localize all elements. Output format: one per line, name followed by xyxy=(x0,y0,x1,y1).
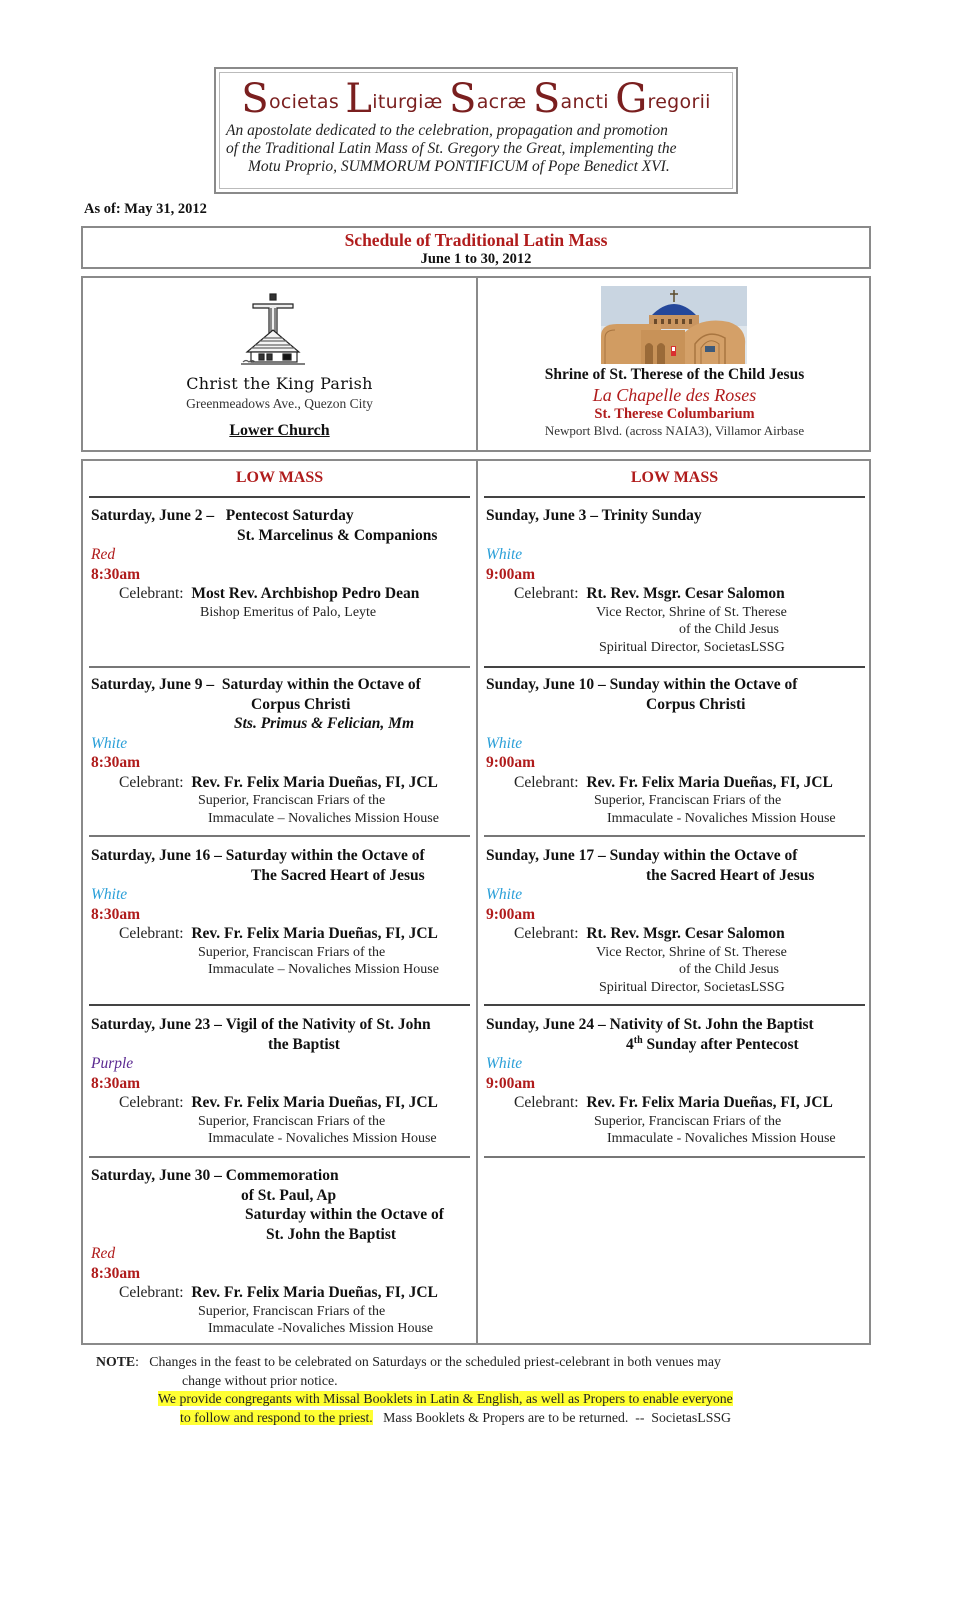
entry-date: Saturday, June 30 – xyxy=(91,1167,222,1184)
celebrant-role: Vice Rector, Shrine of St. Therese xyxy=(596,604,787,620)
vestment-color: Purple xyxy=(91,1055,134,1072)
entry-feast-cont: the Baptist xyxy=(268,1035,340,1053)
mass-time: 8:30am xyxy=(91,565,141,583)
entry-date-feast xyxy=(486,675,867,695)
entry-date-feast xyxy=(91,675,472,695)
schedule-entry xyxy=(91,506,472,621)
vestment-color: Red xyxy=(91,1245,116,1262)
schedule-table xyxy=(81,459,871,1345)
entry-date-feast xyxy=(91,506,472,526)
venue-address: Newport Blvd. (across NAIA3), Villamor Airbase xyxy=(544,423,805,438)
entry-date-feast xyxy=(486,506,867,526)
schedule-entry xyxy=(486,846,867,996)
celebrant-label: Celebrant: xyxy=(119,585,184,602)
entry-date: Sunday, June 10 – xyxy=(486,676,606,693)
celebrant-label: Celebrant: xyxy=(119,1094,184,1111)
celebrant-role: Superior, Franciscan Friars of the xyxy=(198,1303,386,1319)
celebrant-role: Spiritual Director, SocietasLSSG xyxy=(599,639,785,655)
venue-christ-the-king xyxy=(83,278,476,450)
mission-line: An apostolate dedicated to the celebration, propagation and promotion xyxy=(226,122,668,139)
word-rest: regorii xyxy=(647,91,711,113)
celebrant-name: Rev. Fr. Felix Maria Dueñas, FI, JCL xyxy=(191,925,438,942)
entry-date: Sunday, June 3 – xyxy=(486,507,598,524)
entry-date: Saturday, June 2 – xyxy=(91,507,215,524)
entry-feast: Trinity Sunday xyxy=(601,507,702,524)
venue-location: Lower Church xyxy=(229,422,330,439)
venue-name: Shrine of St. Therese of the Child Jesus xyxy=(544,366,805,383)
entry-date: Sunday, June 24 – xyxy=(486,1016,606,1033)
mass-time: 8:30am xyxy=(91,754,141,771)
entry-date-feast xyxy=(91,1166,472,1186)
entry-feast-cont: Saturday within the Octave of xyxy=(245,1206,444,1223)
mass-time: 8:30am xyxy=(91,905,141,923)
celebrant xyxy=(91,1283,472,1303)
celebrant-name: Rt. Rev. Msgr. Cesar Salomon xyxy=(586,925,785,942)
mission-line: of the Traditional Latin Mass of St. Gregory the Great, implementing the xyxy=(226,140,677,157)
highlighted-text: We provide congregants with Missal Booklets in Latin & English, as well as Propers to enable everyone xyxy=(158,1391,733,1406)
schedule-title: Schedule of Traditional Latin Mass xyxy=(344,230,608,250)
entry-date: Saturday, June 9 – xyxy=(91,676,215,693)
entry-feast-cont: St. Marcelinus & Companions xyxy=(237,526,438,544)
celebrant-role: Immaculate – Novaliches Mission House xyxy=(208,810,439,826)
entry-feast-cont: The Sacred Heart of Jesus xyxy=(251,866,425,884)
entry-feast: Saturday within the Octave of xyxy=(221,676,421,693)
entry-feast-cont: St. John the Baptist xyxy=(266,1225,397,1243)
entry-feast: Saturday within the Octave of xyxy=(225,847,425,864)
row-divider xyxy=(484,496,865,498)
celebrant-role: Immaculate - Novaliches Mission House xyxy=(208,1131,437,1146)
celebrant xyxy=(91,584,472,604)
ordinal-rest: Sunday after Pentecost xyxy=(642,1035,799,1053)
word-rest: acræ xyxy=(476,91,527,113)
row-divider xyxy=(89,496,470,498)
schedule-column-christ-the-king xyxy=(83,461,476,1343)
row-divider xyxy=(484,1156,865,1158)
entry-date-feast xyxy=(91,846,472,866)
row-divider xyxy=(484,1004,865,1006)
entry-feast-cont: of St. Paul, Ap xyxy=(241,1186,337,1204)
mass-time: 9:00am xyxy=(486,754,536,771)
celebrant-name: Rev. Fr. Felix Maria Dueñas, FI, JCL xyxy=(586,1094,833,1111)
entry-feast-cont: Corpus Christi xyxy=(251,695,351,713)
vestment-color: White xyxy=(91,886,128,903)
celebrant-role: Superior, Franciscan Friars of the xyxy=(198,944,386,960)
celebrant xyxy=(91,1093,472,1113)
celebrant xyxy=(91,924,472,944)
celebrant-role: Superior, Franciscan Friars of the xyxy=(198,1113,386,1129)
celebrant-label: Celebrant: xyxy=(514,1094,579,1111)
entry-feast-cont: the Sacred Heart of Jesus xyxy=(646,866,815,884)
schedule-entry xyxy=(486,1015,867,1148)
celebrant-role: Immaculate - Novaliches Mission House xyxy=(607,810,836,826)
entry-date-feast xyxy=(91,1015,472,1035)
row-divider xyxy=(484,666,865,668)
initial-l: L xyxy=(345,76,373,122)
schedule-title-box xyxy=(81,226,871,269)
celebrant-label: Celebrant: xyxy=(514,585,579,602)
mass-time: 8:30am xyxy=(91,1074,141,1092)
venue-subtitle: La Chapelle des Roses xyxy=(592,385,757,405)
word-rest: iturgiæ xyxy=(372,91,443,113)
mass-time: 9:00am xyxy=(486,905,536,923)
vestment-color: White xyxy=(486,886,523,903)
celebrant-label: Celebrant: xyxy=(119,773,184,791)
note-line: NOTE: Changes in the feast to be celebrated on Saturdays or the scheduled priest-celebrant in both venues may xyxy=(96,1354,721,1369)
mass-time: 9:00am xyxy=(486,565,536,583)
celebrant-label: Celebrant: xyxy=(514,925,579,942)
celebrant-role: of the Child Jesus xyxy=(679,622,779,637)
celebrant-name: Rev. Fr. Felix Maria Dueñas, FI, JCL xyxy=(191,1094,438,1111)
organization-name xyxy=(222,76,730,122)
venue-shrine-st-therese xyxy=(478,278,871,450)
mass-time: 8:30am xyxy=(91,1264,141,1282)
entry-feast: Sunday within the Octave of xyxy=(609,676,798,693)
initial-s: S xyxy=(532,76,561,122)
celebrant-role: of the Child Jesus xyxy=(679,962,779,977)
venues-box xyxy=(81,276,871,452)
celebrant xyxy=(486,584,867,604)
celebrant-role: Bishop Emeritus of Palo, Leyte xyxy=(200,604,377,620)
celebrant-name: Rev. Fr. Felix Maria Dueñas, FI, JCL xyxy=(586,773,833,791)
note-label: NOTE xyxy=(96,1354,136,1369)
entry-feast: Vigil of the Nativity of St. John xyxy=(225,1016,431,1033)
vestment-color: White xyxy=(486,734,523,752)
celebrant-role: Vice Rector, Shrine of St. Therese xyxy=(596,944,787,960)
celebrant-role: Superior, Franciscan Friars of the xyxy=(198,793,386,808)
celebrant xyxy=(91,773,472,793)
venue-address: Greenmeadows Ave., Quezon City xyxy=(186,396,373,411)
mass-time: 9:00am xyxy=(486,1074,536,1092)
venue-name: Christ the King Parish xyxy=(186,374,373,393)
column-heading: LOW MASS xyxy=(235,469,324,486)
row-divider xyxy=(89,835,470,837)
ordinal-suffix: th xyxy=(633,1034,643,1046)
entry-feast: Sunday within the Octave of xyxy=(609,847,798,864)
row-divider xyxy=(89,1004,470,1006)
church-drawing-icon xyxy=(233,290,313,370)
venue-columbarium: St. Therese Columbarium xyxy=(594,406,755,422)
initial-s: S xyxy=(449,76,477,122)
schedule-date-range: June 1 to 30, 2012 xyxy=(420,251,532,267)
vestment-color: Red xyxy=(91,546,116,563)
column-heading: LOW MASS xyxy=(630,469,719,486)
entry-date: Saturday, June 23 – xyxy=(91,1016,222,1033)
entry-feast: Commemoration xyxy=(225,1167,339,1184)
entry-commemoration: Sts. Primus & Felician, Mm xyxy=(234,715,415,732)
celebrant-label: Celebrant: xyxy=(119,1284,184,1301)
footer-note xyxy=(96,1353,836,1427)
as-of-date: As of: May 31, 2012 xyxy=(84,201,207,217)
celebrant-role: Superior, Franciscan Friars of the xyxy=(594,793,782,808)
celebrant-role: Immaculate -Novaliches Mission House xyxy=(208,1321,434,1336)
entry-feast: Pentecost Saturday xyxy=(225,507,354,524)
note-text: change without prior notice. xyxy=(182,1372,338,1388)
row-divider xyxy=(484,835,865,837)
schedule-entry xyxy=(91,675,472,827)
celebrant-name: Rev. Fr. Felix Maria Dueñas, FI, JCL xyxy=(191,1284,438,1301)
vestment-color: White xyxy=(91,734,128,752)
initial-g: G xyxy=(615,76,648,122)
entry-date-feast xyxy=(486,846,867,866)
highlighted-text: to follow and respond to the priest. xyxy=(180,1409,373,1425)
entry-date: Sunday, June 17 – xyxy=(486,847,606,864)
schedule-entry xyxy=(91,1166,472,1338)
celebrant xyxy=(486,1093,867,1113)
entry-date-feast xyxy=(486,1015,867,1035)
celebrant-role: Spiritual Director, SocietasLSSG xyxy=(599,979,785,995)
schedule-entry xyxy=(486,506,867,656)
schedule-entry xyxy=(91,1015,472,1148)
row-divider xyxy=(89,1156,470,1158)
mission-line: Motu Proprio, SUMMORUM PONTIFICUM of Pope Benedict XVI. xyxy=(248,158,670,175)
celebrant-name: Rt. Rev. Msgr. Cesar Salomon xyxy=(586,585,785,602)
note-line xyxy=(96,1390,836,1409)
mission-statement xyxy=(222,122,730,176)
vestment-color: White xyxy=(486,546,523,563)
celebrant xyxy=(486,773,867,793)
note-text: Mass Booklets & Propers are to be returned. -- SocietasLSSG xyxy=(372,1409,732,1425)
entry-feast-cont xyxy=(486,1035,867,1055)
ordinal-number: 4 xyxy=(626,1035,634,1053)
word-rest: ocietas xyxy=(268,91,340,113)
note-line xyxy=(96,1409,836,1428)
celebrant xyxy=(486,924,867,944)
vestment-color: White xyxy=(486,1055,523,1072)
schedule-column-shrine xyxy=(478,461,871,1343)
celebrant-label: Celebrant: xyxy=(514,773,579,791)
celebrant-role: Immaculate - Novaliches Mission House xyxy=(607,1131,836,1146)
shrine-photo-icon xyxy=(601,286,747,364)
schedule-entry xyxy=(91,846,472,979)
celebrant-role: Immaculate – Novaliches Mission House xyxy=(208,962,439,977)
celebrant-name: Most Rev. Archbishop Pedro Dean xyxy=(191,585,420,602)
celebrant-label: Celebrant: xyxy=(119,925,184,942)
spacer xyxy=(486,526,867,546)
word-rest: ancti xyxy=(560,91,609,113)
initial-s: S xyxy=(241,76,269,122)
celebrant-role: Superior, Franciscan Friars of the xyxy=(594,1113,782,1129)
celebrant-name: Rev. Fr. Felix Maria Dueñas, FI, JCL xyxy=(191,773,438,791)
entry-feast: Nativity of St. John the Baptist xyxy=(609,1016,814,1033)
note-text: Changes in the feast to be celebrated on Saturdays or the scheduled priest-celebrant in both venues may xyxy=(149,1354,721,1369)
entry-feast-cont: Corpus Christi xyxy=(646,695,746,713)
organization-header xyxy=(214,67,738,194)
entry-date: Saturday, June 16 – xyxy=(91,847,222,864)
schedule-entry xyxy=(486,675,867,827)
spacer xyxy=(486,714,867,734)
row-divider xyxy=(89,666,470,668)
